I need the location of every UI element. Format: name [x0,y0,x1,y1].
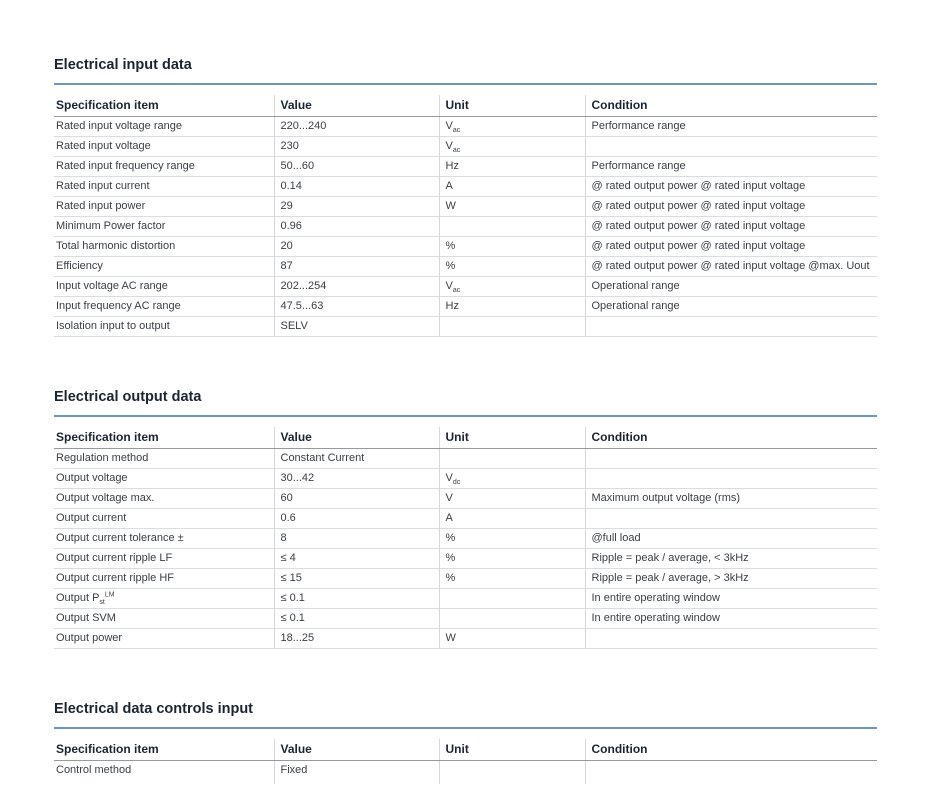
value-cell: SELV [274,317,439,337]
column-header-unit: Unit [439,427,585,449]
unit-cell: $V_{dc}$ [439,469,585,489]
table-row [54,137,877,157]
table-row [54,257,877,277]
table-row [54,469,877,489]
value-cell: 220...240 [274,117,439,137]
condition-cell [585,469,877,489]
condition-cell: @ rated output power @ rated input voltage [585,217,877,237]
condition-cell: Operational range [585,277,877,297]
unit-cell: W [439,197,585,217]
section-title: Electrical input data [54,57,192,73]
unit-cell: % [439,529,585,549]
column-header-specification-item: Specification item [54,739,274,761]
table-row [54,529,877,549]
value-cell: ≤ 0.1 [274,589,439,609]
spec-item-cell: Output voltage max. [54,489,274,509]
condition-cell: @full load [585,529,877,549]
table-header-row [54,427,877,449]
unit-cell [439,609,585,629]
table-header-row [54,739,877,761]
condition-cell [585,317,877,337]
column-header-value: Value [274,739,439,761]
unit-cell: A [439,509,585,529]
table-row [54,217,877,237]
unit-cell: $V_{ac}$ [439,137,585,157]
condition-cell [585,449,877,469]
unit-cell: Hz [439,157,585,177]
table-row [54,589,877,609]
spec-item-cell: Output $P_{st}^{LM}$ [54,589,274,609]
column-header-unit: Unit [439,95,585,117]
value-cell: 18...25 [274,629,439,649]
table-row [54,609,877,629]
condition-cell: Performance range [585,117,877,137]
table-header-row [54,95,877,117]
value-cell: 0.96 [274,217,439,237]
section-electrical-output-data [54,389,877,649]
column-header-specification-item: Specification item [54,427,274,449]
column-header-condition: Condition [585,427,877,449]
condition-cell: Ripple = peak / average, > 3kHz [585,569,877,589]
spec-item-cell: Rated input frequency range [54,157,274,177]
condition-cell: @ rated output power @ rated input voltage @max. Uout [585,257,877,277]
value-cell: 30...42 [274,469,439,489]
table-row [54,297,877,317]
table-row [54,629,877,649]
value-cell: 20 [274,237,439,257]
spec-item-cell: Minimum Power factor [54,217,274,237]
section-title-rule [54,83,877,85]
section-electrical-input-data [54,57,877,337]
electrical-input-data-table [54,95,877,337]
unit-cell [439,761,585,785]
column-header-condition: Condition [585,739,877,761]
unit-cell [439,317,585,337]
spec-item-cell: Isolation input to output [54,317,274,337]
table-row [54,197,877,217]
spec-item-cell: Output power [54,629,274,649]
condition-cell [585,137,877,157]
section-title: Electrical data controls input [54,701,254,717]
value-cell: 87 [274,257,439,277]
value-cell: Fixed [274,761,439,785]
column-header-value: Value [274,427,439,449]
table-row [54,761,877,785]
table-row [54,549,877,569]
table-row [54,117,877,137]
spec-item-cell: Input frequency AC range [54,297,274,317]
value-cell: 0.14 [274,177,439,197]
value-cell: 0.6 [274,509,439,529]
spec-item-cell: Output current ripple HF [54,569,274,589]
column-header-unit: Unit [439,739,585,761]
unit-cell: % [439,569,585,589]
spec-item-cell: Rated input current [54,177,274,197]
unit-cell: % [439,257,585,277]
condition-cell: Ripple = peak / average, < 3kHz [585,549,877,569]
value-cell: ≤ 4 [274,549,439,569]
condition-cell: In entire operating window [585,589,877,609]
unit-cell: A [439,177,585,197]
value-cell: 50...60 [274,157,439,177]
spec-item-cell: Regulation method [54,449,274,469]
spec-item-cell: Rated input voltage [54,137,274,157]
spec-item-cell: Control method [56,764,132,776]
condition-cell: @ rated output power @ rated input voltage [585,197,877,217]
column-header-value: Value [274,95,439,117]
value-cell: 202...254 [274,277,439,297]
column-header-condition: Condition [585,95,877,117]
value-cell: 60 [274,489,439,509]
unit-cell [439,589,585,609]
spec-item-cell: Rated input voltage range [54,117,274,137]
table-row [54,449,877,469]
spec-item-cell: Input voltage AC range [54,277,274,297]
table-row [54,177,877,197]
condition-cell [585,761,877,785]
section-title: Electrical output data [54,389,202,405]
value-cell: ≤ 0.1 [274,609,439,629]
table-row [54,569,877,589]
spec-item-cell: Output voltage [54,469,274,489]
table-row [54,317,877,337]
unit-cell: % [439,237,585,257]
value-cell: 8 [274,529,439,549]
spec-item-cell: Output current tolerance ± [54,529,274,549]
spec-item-cell: Rated input power [54,197,274,217]
section-title-rule [54,415,877,417]
condition-cell [585,509,877,529]
electrical-output-data-table [54,427,877,649]
section-electrical-data-controls-input [54,701,877,784]
unit-cell: % [439,549,585,569]
unit-cell [439,217,585,237]
spec-item-cell: Output current ripple LF [54,549,274,569]
condition-cell: @ rated output power @ rated input voltage [585,237,877,257]
spec-item-cell: Output current [54,509,274,529]
value-cell: 47.5...63 [274,297,439,317]
table-row [54,489,877,509]
value-cell: 230 [274,137,439,157]
column-header-specification-item: Specification item [54,95,274,117]
value-cell: Constant Current [274,449,439,469]
unit-cell: V [439,489,585,509]
value-cell: 29 [274,197,439,217]
condition-cell: In entire operating window [585,609,877,629]
condition-cell: Maximum output voltage (rms) [585,489,877,509]
unit-cell: Hz [439,297,585,317]
unit-cell: $V_{ac}$ [439,117,585,137]
table-row [54,277,877,297]
spec-item-cell: Total harmonic distortion [54,237,274,257]
condition-cell [585,629,877,649]
condition-cell: Performance range [585,157,877,177]
table-row [54,509,877,529]
unit-cell: $V_{ac}$ [439,277,585,297]
table-row [54,157,877,177]
table-row [54,237,877,257]
condition-cell: Operational range [585,297,877,317]
value-cell: ≤ 15 [274,569,439,589]
unit-cell [439,449,585,469]
condition-cell: @ rated output power @ rated input voltage [585,177,877,197]
unit-cell: W [439,629,585,649]
spec-item-cell: Output SVM [54,609,274,629]
electrical-data-controls-input-table [54,739,877,784]
section-title-rule [54,727,877,729]
spec-item-cell: Efficiency [54,257,274,277]
